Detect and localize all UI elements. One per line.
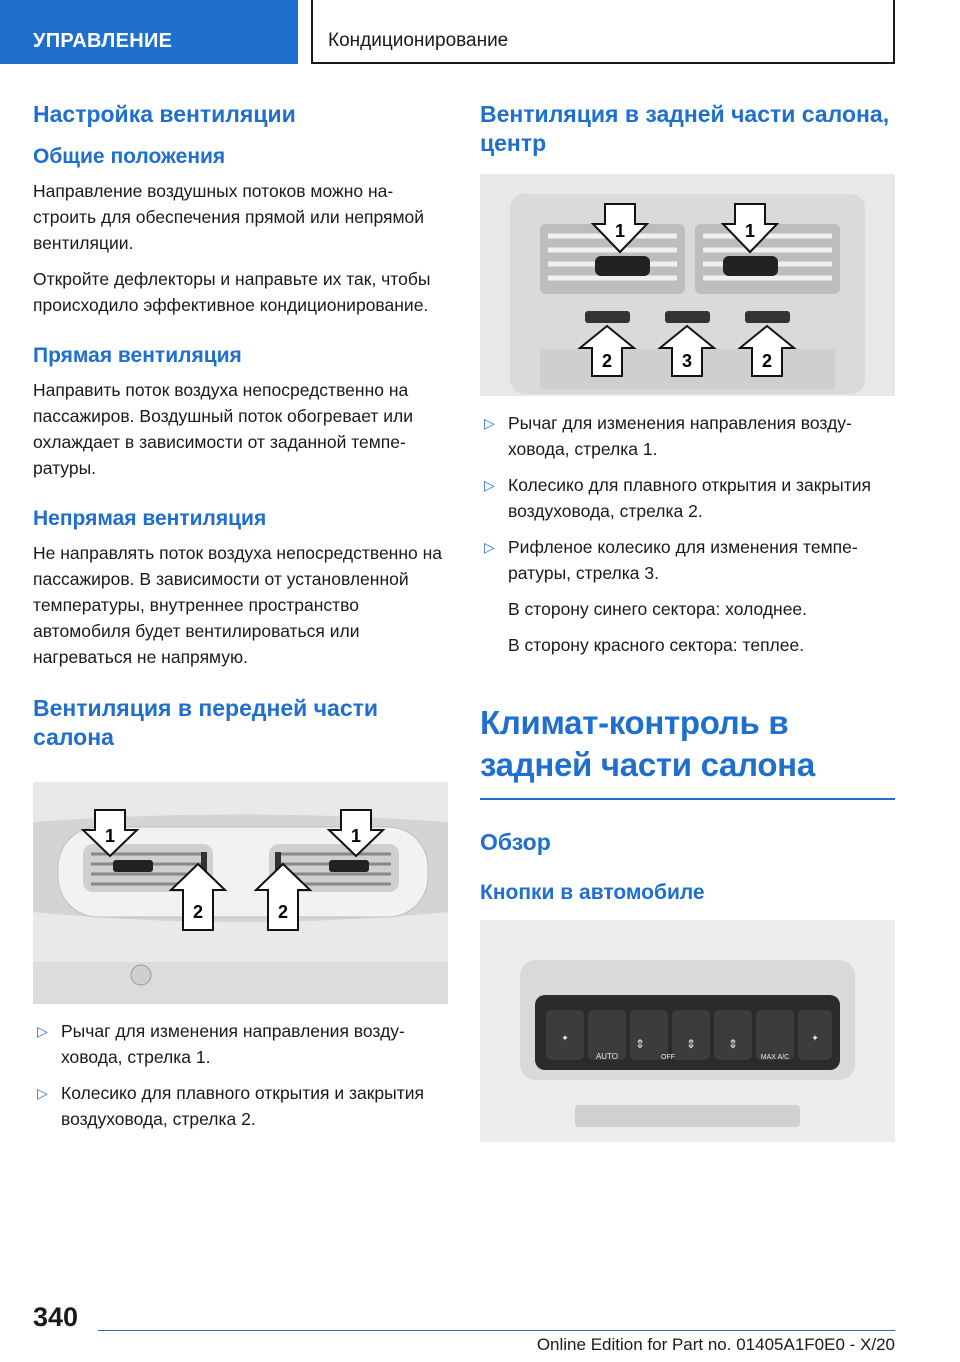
indirect-heading: Непрямая вентиляция	[33, 507, 267, 530]
list-item: ▷ Колесико для плавного открытия и закрытия воздуховода, стрелка 2.	[480, 472, 895, 524]
front-vent-heading: Вентиляция в передней части салона	[33, 695, 379, 750]
buttons-heading: Кнопки в автомобиле	[480, 881, 705, 904]
general-paragraph-1: Направление воздушных потоков можно настроить для обеспечения прямой или непрямой вентиляции.	[33, 181, 424, 253]
callout-label: 1	[350, 826, 362, 846]
general-heading: Общие положения	[33, 145, 226, 168]
section-tab: УПРАВЛЕНИЕ	[0, 0, 298, 64]
page-number: 340	[33, 1302, 79, 1332]
front-vent-list	[33, 1018, 448, 1132]
callout-label: 2	[192, 902, 204, 922]
list-item: ▷ Колесико для плавного открытия и закрытия воздуховода, стрелка 2.	[33, 1080, 448, 1132]
direct-paragraph: Направить поток воздуха непосредственно на пассажиров. Воздушный поток обогревает или охлаждает в зависимости от заданной температуры.	[33, 380, 413, 478]
footer-divider	[98, 1330, 895, 1331]
triangle-bullet-icon: ▷	[484, 477, 495, 493]
rear-vents-figure	[480, 174, 895, 396]
svg-text:⇕: ⇕	[727, 1037, 739, 1051]
callout-label: 2	[761, 351, 773, 371]
chapter-title: Кондиционирование	[311, 0, 895, 64]
right-column	[480, 100, 895, 1142]
front-vents-figure	[33, 782, 448, 1004]
triangle-bullet-icon: ▷	[484, 539, 495, 555]
climate-title-block	[480, 702, 895, 800]
svg-text:⇕: ⇕	[685, 1037, 697, 1051]
svg-text:✦: ✦	[811, 1033, 819, 1043]
cold-note: В сторону синего сектора: холоднее.	[508, 599, 808, 619]
general-paragraph-2: Откройте дефлекторы и направьте их так, чтобы происходило эффективное кондиционирование.	[33, 269, 431, 315]
callout-label: 1	[744, 221, 756, 241]
edition-footer: Online Edition for Part no. 01405A1F0E0 - X/20	[536, 1335, 895, 1354]
rear-vent-list	[480, 410, 895, 586]
panel-max-ac-label: MAX A/C	[760, 1054, 790, 1061]
callout-label: 1	[104, 826, 116, 846]
svg-text:✦: ✦	[561, 1033, 569, 1043]
warm-note: В сторону красного сектора: теплее.	[508, 635, 805, 655]
callout-label: 1	[614, 221, 626, 241]
list-item: ▷ Рычаг для изменения направления воздуховода, стрелка 1.	[33, 1018, 448, 1070]
climate-control-title: Климат-контроль в задней части салона	[480, 704, 815, 783]
callout-label: 3	[681, 351, 693, 371]
list-item: ▷ Рифленое колесико для изменения температуры, стрелка 3.	[480, 534, 895, 586]
triangle-bullet-icon: ▷	[37, 1085, 48, 1101]
list-item: ▷ Рычаг для изменения направления воздуховода, стрелка 1.	[480, 410, 895, 462]
callout-label: 2	[601, 351, 613, 371]
callout-label: 2	[277, 902, 289, 922]
svg-text:⇕: ⇕	[634, 1037, 646, 1051]
left-column	[33, 100, 448, 1142]
indirect-paragraph: Не направлять поток воздуха непосредственно на пассажиров. В зависимости от установленной температуры, внутреннее пространство автомобиля будет вентилироваться или нагреваться не напрямую.	[33, 543, 442, 667]
triangle-bullet-icon: ▷	[484, 415, 495, 431]
direct-heading: Прямая вентиляция	[33, 344, 242, 367]
section-title: Настройка вентиляции	[33, 101, 296, 127]
rear-climate-panel-figure	[480, 920, 895, 1142]
panel-off-label: OFF	[661, 1054, 675, 1061]
rear-vent-heading: Вентиляция в задней части салона, центр	[480, 101, 890, 156]
panel-auto-label: AUTO	[595, 1052, 619, 1061]
triangle-bullet-icon: ▷	[37, 1023, 48, 1039]
overview-heading: Обзор	[480, 829, 551, 855]
